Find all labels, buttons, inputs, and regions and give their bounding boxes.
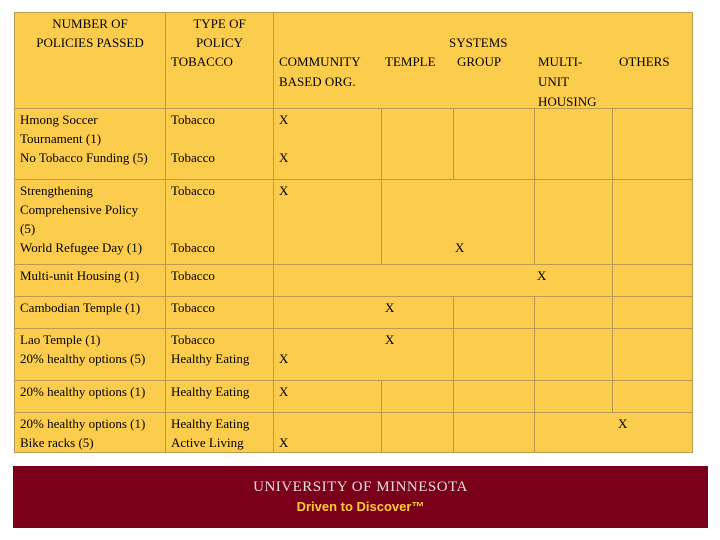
x-mark: X (455, 240, 465, 255)
temple-cell (382, 109, 454, 180)
community-temple-cell (274, 297, 454, 329)
type-cell: Healthy Eating (166, 381, 274, 413)
x-mark: X (279, 112, 289, 127)
type-cell: Tobacco Tobacco (166, 109, 274, 180)
group-cell (454, 381, 535, 413)
header-systems-title: SYSTEMS (449, 35, 508, 50)
table-row (15, 297, 693, 329)
header-group: GROUP (457, 54, 502, 69)
multi-unit-cell (535, 180, 613, 265)
policy-cell: 20% healthy options (1) (15, 381, 166, 413)
table-row (15, 413, 693, 453)
multi-unit-cell (535, 381, 613, 413)
temple-cell (382, 381, 454, 413)
others-cell (613, 329, 693, 381)
community-cell (274, 413, 382, 453)
multi-unit-cell (535, 329, 613, 381)
others-cell (613, 381, 693, 413)
x-mark: X (385, 300, 395, 315)
header-others: OTHERS (619, 54, 670, 69)
multi-unit-cell (535, 109, 613, 180)
policy-cell: Cambodian Temple (1) (15, 297, 166, 329)
x-mark: X (279, 183, 289, 198)
others-cell (613, 109, 693, 180)
policy-cell: Lao Temple (1) 20% healthy options (5) (15, 329, 166, 381)
policy-cell: 20% healthy options (1) Bike racks (5) (15, 413, 166, 453)
group-cell (454, 297, 535, 329)
header-temple: TEMPLE (385, 54, 436, 69)
group-cell (454, 413, 535, 453)
table-row (15, 109, 693, 180)
type-cell: Tobacco Healthy Eating (166, 329, 274, 381)
x-mark: X (279, 351, 289, 366)
university-wordmark: UNIVERSITY OF MINNESOTA (253, 479, 468, 495)
group-cell (454, 329, 535, 381)
header-community: COMMUNITY BASED ORG. (279, 54, 361, 89)
community-cell (274, 109, 382, 180)
x-mark: X (279, 435, 289, 450)
header-row (15, 13, 693, 109)
header-multi-unit: MULTI- UNIT HOUSING (538, 54, 597, 109)
university-tagline: Driven to Discover™ (296, 499, 425, 514)
x-mark: X (537, 268, 547, 283)
type-cell: Tobacco Tobacco (166, 180, 274, 265)
type-cell: Tobacco (166, 297, 274, 329)
multi-unit-others-cell (535, 413, 693, 453)
policy-cell: Strengthening Comprehensive Policy (5) World Refugee Day (1) (15, 180, 166, 265)
x-mark: X (279, 384, 289, 399)
group-cell (454, 109, 535, 180)
table-row (15, 381, 693, 413)
x-mark: X (385, 332, 395, 347)
others-cell (613, 265, 693, 297)
policies-table (14, 12, 693, 453)
x-mark: X (618, 416, 628, 431)
others-cell (613, 297, 693, 329)
policy-cell: Multi-unit Housing (1) (15, 265, 166, 297)
community-cell (274, 381, 382, 413)
type-cell: Healthy Eating Active Living (166, 413, 274, 453)
table-row (15, 265, 693, 297)
table-row (15, 329, 693, 381)
community-temple-cell (274, 329, 454, 381)
community-cell (274, 180, 382, 265)
temple-group-cell (382, 180, 535, 265)
header-systems (274, 13, 693, 109)
policy-cell: Hmong Soccer Tournament (1) No Tobacco Funding (5) (15, 109, 166, 180)
temple-cell (382, 413, 454, 453)
x-mark: X (279, 150, 289, 165)
table-row (15, 180, 693, 265)
type-cell: Tobacco (166, 265, 274, 297)
multi-unit-cell (535, 297, 613, 329)
header-type-of-policy: TYPE OF POLICY TOBACCO (166, 13, 274, 109)
others-cell (613, 180, 693, 265)
university-footer-banner (13, 466, 708, 528)
header-policies-passed: NUMBER OF POLICIES PASSED (15, 13, 166, 109)
systems-span-cell (274, 265, 613, 297)
